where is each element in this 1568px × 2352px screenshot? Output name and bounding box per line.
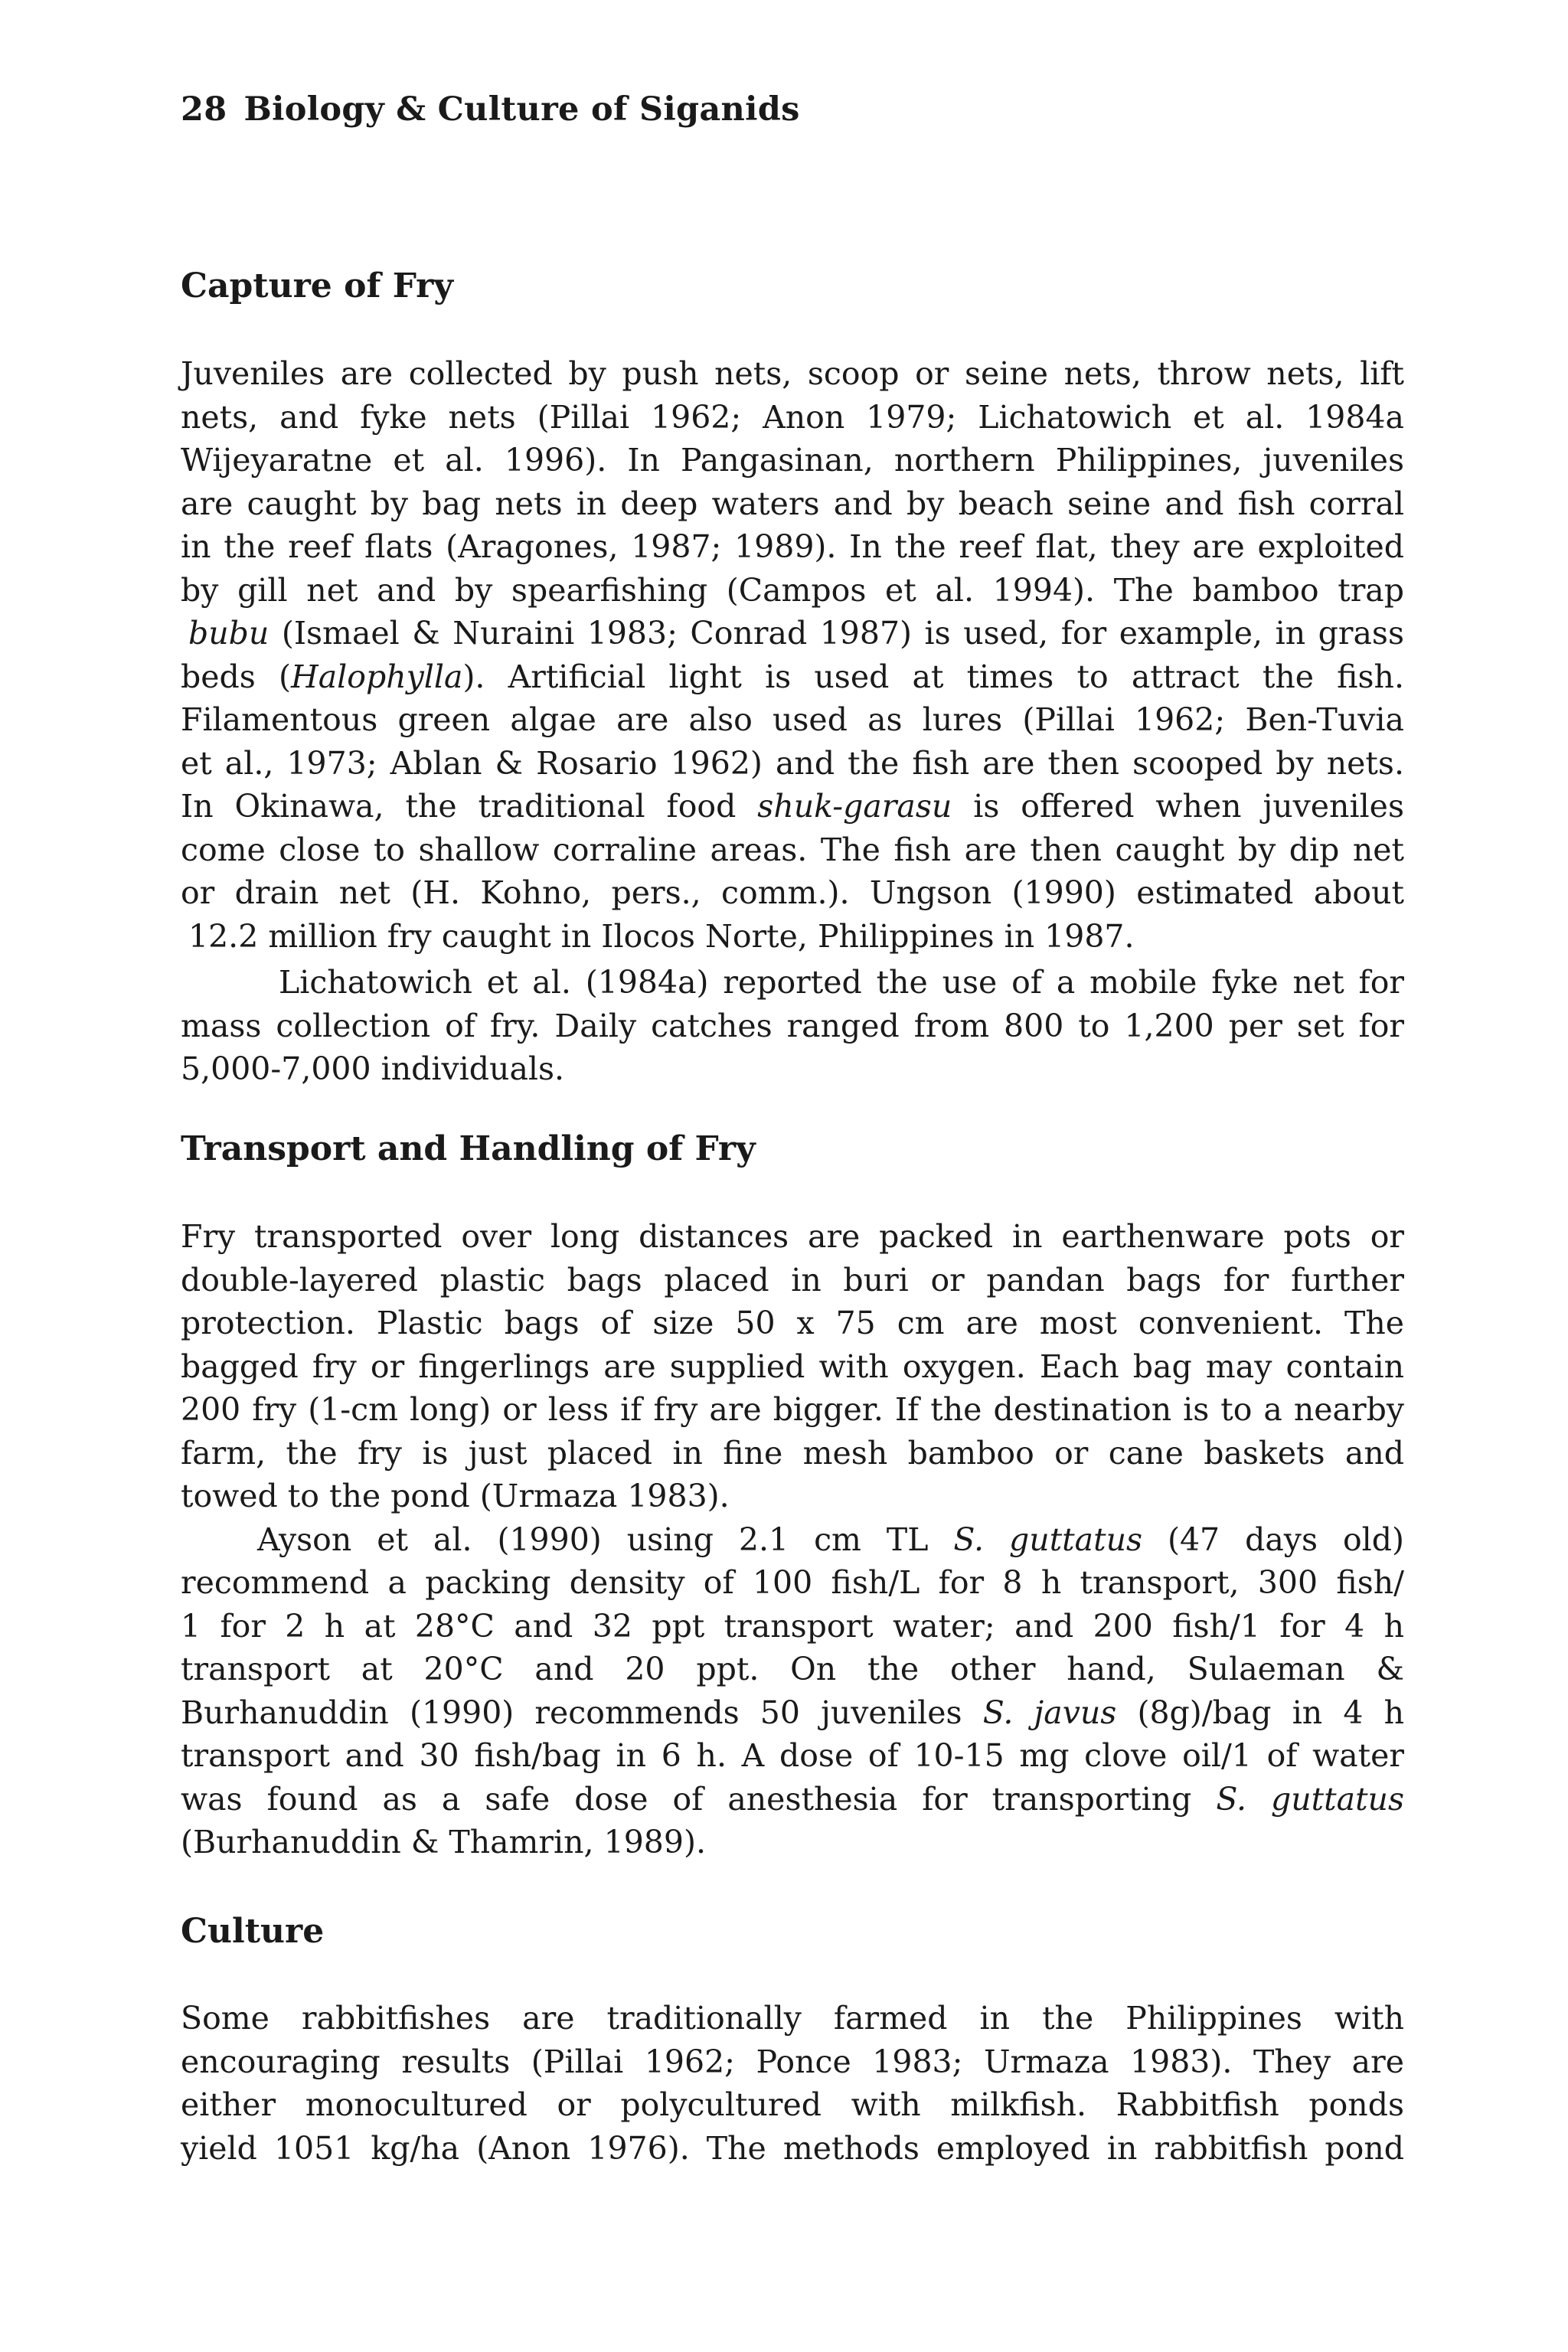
text-line xyxy=(181,439,1404,482)
italic-term: Halophylla xyxy=(290,658,463,695)
text-line xyxy=(181,1561,1404,1605)
text-run: recommend a packing density of 100 fish/L for 8 h transport, 300 fish/ xyxy=(181,1564,1404,1601)
text-run: nets, and fyke nets (Pillai 1962; Anon 1979; Lichatowich et al. 1984a xyxy=(181,398,1404,436)
text-line xyxy=(181,785,1404,828)
text-run: Ayson et al. (1990) using 2.1 cm TL xyxy=(257,1521,954,1558)
text-run: Burhanuddin (1990) recommends 50 juveniles xyxy=(181,1694,983,1731)
text-line xyxy=(181,698,1404,742)
italic-term: S. javus xyxy=(982,1694,1117,1731)
text-run: farm, the fry is just placed in fine mesh bamboo or cane baskets and xyxy=(181,1434,1404,1472)
text-line xyxy=(181,1432,1404,1475)
text-run: Fry transported over long distances are packed in earthenware pots or xyxy=(181,1218,1404,1255)
text-line xyxy=(181,612,1404,655)
page-number: 28 xyxy=(181,90,227,129)
text-line xyxy=(181,1691,1404,1735)
text-line xyxy=(181,525,1404,569)
text-line xyxy=(181,1345,1404,1389)
text-line xyxy=(181,961,1404,1004)
text-run: In Okinawa, the traditional food xyxy=(181,788,758,825)
text-run: or drain net (H. Kohno, pers., comm.). Ungson (1990) estimated about xyxy=(181,874,1404,911)
text-line xyxy=(181,1648,1404,1691)
text-run: 200 fry (1-cm long) or less if fry are bigger. If the destination is to a nearby xyxy=(181,1391,1404,1428)
text-line xyxy=(181,2127,1404,2171)
text-run: yield 1051 kg/ha (Anon 1976). The methods employed in rabbitfish pond xyxy=(181,2129,1404,2167)
paragraph xyxy=(181,961,1404,1091)
text-run: beds ( xyxy=(181,658,291,695)
text-line xyxy=(181,655,1404,699)
text-run: (Burhanuddin & Thamrin, 1989). xyxy=(181,1824,706,1860)
text-line xyxy=(181,1004,1404,1048)
text-run: transport at 20°C and 20 ppt. On the other hand, Sulaeman & xyxy=(181,1651,1404,1687)
italic-term: shuk-garasu xyxy=(757,788,952,825)
text-run: (47 days old) xyxy=(1142,1521,1404,1558)
text-line xyxy=(181,1605,1404,1648)
text-run: ). Artificial light is used at times to attract the fish. xyxy=(462,658,1404,695)
section-heading-culture: Culture xyxy=(181,1912,325,1951)
text-line xyxy=(181,2040,1404,2084)
text-run: 1 for 2 h at 28°C and 32 ppt transport water; and 200 fish/1 for 4 h xyxy=(181,1607,1404,1645)
text-run: (8g)/bag in 4 h xyxy=(1116,1694,1404,1731)
text-line xyxy=(181,482,1404,526)
text-run: in the reef flats (Aragones, 1987; 1989). In the reef flat, they are exploited xyxy=(181,528,1404,565)
text-run: are caught by bag nets in deep waters and by beach seine and fish corral xyxy=(181,485,1404,522)
paragraph xyxy=(181,352,1404,958)
text-line xyxy=(181,569,1404,612)
text-line xyxy=(181,1047,1404,1091)
text-line xyxy=(181,1475,1404,1518)
italic-term: S. guttatus xyxy=(1216,1780,1404,1818)
section-heading-capture-of-fry: Capture of Fry xyxy=(181,266,453,305)
text-line xyxy=(181,1821,1404,1864)
text-run: Filamentous green algae are also used as lures (Pillai 1962; Ben-Tuvia xyxy=(181,701,1404,738)
text-run: 5,000-7,000 individuals. xyxy=(181,1050,565,1087)
paragraph xyxy=(181,1215,1404,1864)
paragraph xyxy=(181,1997,1404,2170)
text-line xyxy=(181,396,1404,439)
text-line xyxy=(181,1734,1404,1778)
text-line xyxy=(181,1302,1404,1345)
text-line xyxy=(181,1215,1404,1259)
text-run: protection. Plastic bags of size 50 x 75 cm are most convenient. The xyxy=(181,1305,1404,1341)
running-title: Biology & Culture of Siganids xyxy=(243,90,800,129)
text-line xyxy=(181,2083,1404,2127)
text-run: either monocultured or polycultured with milkfish. Rabbitfish ponds xyxy=(181,2086,1404,2123)
text-line xyxy=(181,742,1404,786)
italic-term: bubu xyxy=(188,615,270,652)
text-run: towed to the pond (Urmaza 1983). xyxy=(181,1478,730,1514)
text-run: by gill net and by spearfishing (Campos et al. 1994). The bamboo trap xyxy=(181,571,1404,609)
text-line xyxy=(181,828,1404,872)
text-line xyxy=(181,1388,1404,1432)
text-line xyxy=(181,352,1404,396)
text-run: mass collection of fry. Daily catches ranged from 800 to 1,200 per set for xyxy=(181,1007,1404,1044)
text-line xyxy=(181,1997,1404,2040)
text-run: Wijeyaratne et al. 1996). In Pangasinan, northern Philippines, juveniles xyxy=(181,442,1404,479)
text-run: transport and 30 fish/bag in 6 h. A dose of 10-15 mg clove oil/1 of water xyxy=(181,1737,1404,1774)
text-line xyxy=(181,1778,1404,1821)
text-line xyxy=(181,915,1404,959)
text-run: come close to shallow corraline areas. The fish are then caught by dip net xyxy=(181,831,1404,868)
text-run: Lichatowich et al. (1984a) reported the use of a mobile fyke net for xyxy=(279,964,1404,1001)
text-run: was found as a safe dose of anesthesia for transporting xyxy=(181,1780,1217,1818)
text-run: encouraging results (Pillai 1962; Ponce 1983; Urmaza 1983). They are xyxy=(181,2043,1404,2080)
section-heading-transport-and-handling: Transport and Handling of Fry xyxy=(181,1129,756,1168)
text-run: et al., 1973; Ablan & Rosario 1962) and the fish are then scooped by nets. xyxy=(181,744,1404,782)
text-line xyxy=(181,871,1404,915)
text-run: Some rabbitfishes are traditionally farmed in the Philippines with xyxy=(181,2000,1404,2037)
text-run: 12.2 million fry caught in Ilocos Norte, Philippines in 1987. xyxy=(188,917,1135,955)
text-line xyxy=(181,1259,1404,1302)
text-run: bagged fry or fingerlings are supplied with oxygen. Each bag may contain xyxy=(181,1348,1404,1385)
running-header xyxy=(181,90,800,129)
text-run: Juveniles are collected by push nets, scoop or seine nets, throw nets, lift xyxy=(181,355,1404,392)
text-line xyxy=(181,1518,1404,1562)
italic-term: S. guttatus xyxy=(953,1521,1143,1558)
text-run: is offered when juveniles xyxy=(952,788,1404,825)
text-run: (Ismael & Nuraini 1983; Conrad 1987) is used, for example, in grass xyxy=(269,615,1404,652)
text-run: double-layered plastic bags placed in buri or pandan bags for further xyxy=(181,1261,1404,1298)
